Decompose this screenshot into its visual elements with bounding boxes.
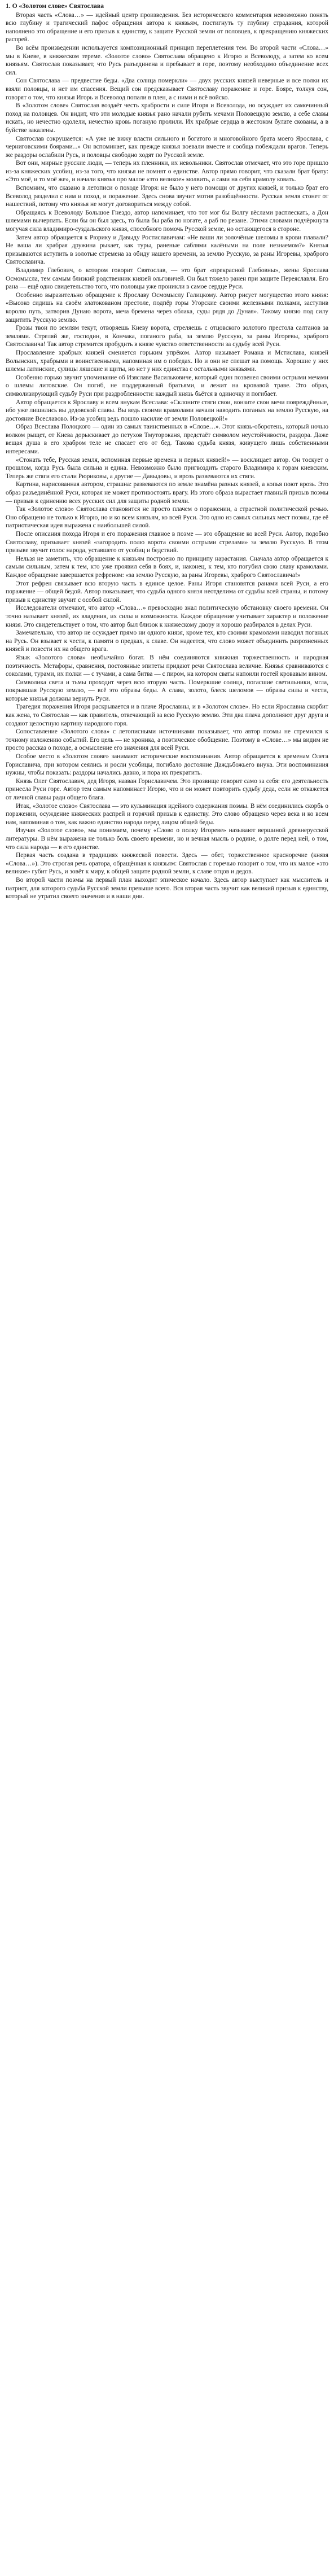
- paragraph: Замечательно, что автор не осуждает прямо ни одного князя, кроме тех, кто своими крамолами наводил поганых на Русь. Он взывает к чести, к памяти о предках, к славе. Он надеется, что слово может объединить разрозненных князей и повести их на общего врага.: [6, 629, 328, 653]
- paragraph: «Стонать тебе, Русская земля, вспоминая первые времена и первых князей!» — восклицает автор. Он тоскует о прошлом, когда Русь была сильна и едина. Невозможно было пригвоздить старого Владимира к горам киевским. Теперь же стяги его стали Рюриковы, а другие — Давыдовы, и врозь развеваются их стяги.: [6, 456, 328, 480]
- paragraph: Князь Олег Святославич, дед Игоря, назван Гориславичем. Это прозвище говорит само за себя: его деятельность принесла Руси горе. Автор тем самым напоминает Игорю, что и он может повторить судьбу деда, если не откажется от личной славы ради общего блага.: [6, 777, 328, 801]
- paragraph: Так «Золотое слово» Святослава становится не просто плачем о поражении, а страстной политической речью. Оно обращено не только к Игорю, но и ко всем князьям, ко всей Руси. Это одно из самых сильных мест поэмы, где её патриотическая идея выражена с наибольшей силой.: [6, 506, 328, 530]
- paragraph: Сопоставление «Золотого слова» с летописными источниками показывает, что автор поэмы не стремился к точному изложению событий. Его цель — не хроника, а поэтическое обобщение. Поэтому в «Слове…» мы видим не просто рассказ о походе, а осмысление его значения для всей Руси.: [6, 728, 328, 752]
- paragraph: Исследователи отмечают, что автор «Слова…» превосходно знал политическую обстановку своего времени. Он точно называет князей, их владения, их силы и возможности. Каждое обращение учитывает характер и положение князя. Это свидетельствует о том, что автор был близок к княжескому двору и хорошо разбирался в делах Руси.: [6, 605, 328, 628]
- paragraph: Первая часть создана в традициях княжеской повести. Здесь — обет, торжественное красноречие (князя «Слова…»). Это строгая речь оратора, обращённая к князьям: Святослав с горечью говорит о том, что их малое «это великое» губит Русь, и зовёт к миру, к общей защите родной земли, к славе отцов и дедов.: [6, 852, 328, 876]
- paragraph: Особенно горько звучит упоминание об Изяславе Васильковиче, который один позвенел своими острыми мечами о шлемы литовские. Он погиб, не поддержанный братьями, и лежит на кровавой траве. Это образ, символизирующий судьбу Руси при раздробленности: каждый князь бьётся в одиночку и погибает.: [6, 374, 328, 397]
- paragraph: Во второй части поэмы на первый план выходит эпическое начало. Здесь автор выступает как мыслитель и патриот, для которого судьба Русской земли превыше всего. Вся вторая часть звучит как великий призыв к единству, который не утратил своего значения и в наши дни.: [6, 876, 328, 900]
- paragraph: Вторая часть «Слова…» — идейный центр произведения. Без исторического комментария невозможно понять всю глубину и трагический пафос обращения автора к князьям, постигнуть ту глубину страдания, которой наполнено это обращение и его призыв к единству, к защите Русской земли от половцев, к прекращению княжеских распрей.: [6, 11, 328, 43]
- paragraph: Нельзя не заметить, что обращение к князьям построено по принципу нарастания. Сначала автор обращается к самым сильным, затем к тем, кто уже проявил себя в боях, и, наконец, к тем, кто погубил свою славу крамолами. Каждое обращение завершается рефреном: «за землю Русскую, за раны Игоревы, храброго Святославича!»: [6, 555, 328, 579]
- paragraph: Во всём произведении используется композиционный принцип переплетения тем. Во второй части «Слова…» мы в Киеве, в княжеском тереме. «Золотое слово» Святослава обращено к Игорю и Всеволоду, а затем ко всем князьям. Святослав показывает, что Русь разъединена и пребывает в горе, поэтому необходимо объединение всех сил.: [6, 44, 328, 76]
- paragraph: Итак, «Золотое слово» Святослава — это кульминация идейного содержания поэмы. В нём соединились скорбь о поражении, осуждение княжеских распрей и горячий призыв к единству. Это слово обращено через века и ко всем нам, напоминая о том, как важно единство народа перед лицом общей беды.: [6, 802, 328, 826]
- paragraph: Вспомним, что сказано в летописи о походе Игоря: не было у него помощи от других князей, и только брат его Всеволод разделил с ним и поход, и поражение. Здесь снова звучит мотив разобщённости. Русская земля стонет от нашествий, потому что князья не могут договориться между собой.: [6, 185, 328, 208]
- paragraph: Прославление храбрых князей сменяется горьким упрёком. Автор называет Романа и Мстислава, князей Волынских, храбрыми и воинственными, напоминая им о победах. Но и они не спешат на помощь. Хорошие у них шлемы латинские, сулицы ляшские и щиты, но нет у них единства с остальными князьями.: [6, 349, 328, 373]
- paragraph: Обращаясь к Всеволоду Большое Гнездо, автор напоминает, что тот мог бы Волгу вёслами расплескать, а Дон шлемами вычерпать. Если бы он был здесь, то была бы раба по ногате, а раб по резане. Этими словами подчёркнута могучая сила владимиро-суздальского князя, способного помочь Русской земле, но остающегося в стороне.: [6, 209, 328, 233]
- paragraph: Автор обращается к Ярославу и всем внукам Всеслава: «Склоните стяги свои, вонзите свои мечи повреждённые, ибо уже лишились вы дедовской славы. Вы ведь своими крамолами начали наводить поганых на землю Русскую, на достояние Всеславово. Из-за усобиц ведь пошло насилие от земли Половецкой!»: [6, 399, 328, 422]
- document-page: [0, 0, 334, 904]
- paragraph: Вот они, мирные русские люди, — теперь их пленники, их невольники. Святослав отмечает, что это горе пришло из-за княжеских усобиц, из-за того, что князья не помнят о единстве. Автор прямо говорит, что сказали брат брату: «Это моё, и то моё же», и начали князья про малое «это великое» молвить, а сами на себя крамолу ковать.: [6, 160, 328, 183]
- section-body: [6, 11, 328, 901]
- paragraph: Изучая «Золотое слово», мы понимаем, почему «Слово о полку Игореве» называют вершиной древнерусской литературы. В нём выражена не только боль своего времени, но и вечная мысль о родине, о долге перед ней, о том, что сила народа — в его единстве.: [6, 827, 328, 851]
- paragraph: Особенно выразительно обращение к Ярославу Осмомыслу Галицкому. Автор рисует могущество этого князя: «Высоко сидишь на своём златокованом престоле, подпёр горы Угорские своими железными полками, заступив королю путь, затворив Дунаю ворота, меча бремена через облака, суды рядя до Дуная». Такому князю под силу защитить Русскую землю.: [6, 291, 328, 323]
- paragraph: Трагедия поражения Игоря раскрывается и в плаче Ярославны, и в «Золотом слове». Но если Ярославна скорбит как жена, то Святослав — как правитель, отвечающий за всю Русскую землю. Эти два плача дополняют друг друга и создают целостную картину народного горя.: [6, 703, 328, 727]
- paragraph: Грозы твои по землям текут, отворяешь Киеву ворота, стреляешь с отцовского золотого престола салтанов за землями. Стреляй же, господин, в Кончака, поганого раба, за землю Русскую, за раны Игоревы, храброго Святославича! Так автор стремится пробудить в князе чувство ответственности за судьбу всей Руси.: [6, 325, 328, 348]
- paragraph: Язык «Золотого слова» необычайно богат. В нём соединяются книжная торжественность и народная поэтичность. Метафоры, сравнения, постоянные эпитеты придают речи Святослава величие. Князья сравниваются с соколами, турами, их полки — с тучами, а сама битва — с пиром, на котором сваты напоили гостей кровавым вином.: [6, 654, 328, 678]
- paragraph: Картина, нарисованная автором, страшна: развеваются по земле знамёна разных князей, а копья поют врозь. Это образ разъединённой Руси, которая не может противостоять врагу. Из этого образа вырастает главный призыв поэмы — призыв к единению всех русских сил для защиты родной земли.: [6, 481, 328, 505]
- paragraph: Святослав сокрушается: «А уже не вижу власти сильного и богатого и многовойного брата моего Ярослава, с черниговскими боярами...» Он вспоминает, как прежде князья воевали вместе и сообща побеждали врагов. Теперь же раздоры ослабили Русь, и половцы свободно ходят по Русской земле.: [6, 135, 328, 159]
- paragraph: Особое место в «Золотом слове» занимают исторические воспоминания. Автор обращается к временам Олега Гориславича, при котором сеялись и росли усобицы, погибало достояние Даждьбожьего внука. Эти воспоминания нужны, чтобы показать: раздоры начались давно, и пора их прекратить.: [6, 753, 328, 777]
- paragraph: Символика света и тьмы проходит через всю вторую часть. Померкшие солнца, погасшие светильники, мгла, покрывшая Русскую землю, — всё это образы беды. А слава, золото, блеск шеломов — образы силы и чести, которые князья должны вернуть Руси.: [6, 679, 328, 702]
- paragraph: В «Золотом слове» Святослав воздаёт честь храбрости и силе Игоря и Всеволода, но осуждает их самочинный поход на половцев. Он видит, что эти молодые князья рано начали рубить мечами Половецкую землю, а себе славы искать, но нечестно одолели, нечестно кровь поганую пролили. Их храбрые сердца в жестоком булате скованы, а в буйстве закалены.: [6, 102, 328, 134]
- paragraph: Затем автор обращается к Рюрику и Давыду Ростиславичам: «Не ваши ли золочёные шеломы в крови плавали? Не ваша ли храбрая дружина рыкает, как туры, раненые саблями калёными на поле незнаемом?» Князья призываются вступить в золотые стремена за обиду нашего времени, за землю Русскую, за раны Игоревы, храброго Святославича.: [6, 234, 328, 266]
- paragraph: Образ Всеслава Полоцкого — один из самых таинственных в «Слове…». Этот князь-оборотень, который ночью волком рыщет, от Киева дорыскивает до петухов Тмутороканя, предстаёт символом неустойчивости, раздора. Даже вещая душа в его храбром теле не спасает его от бед. Такова судьба князя, живущего лишь собственными интересами.: [6, 423, 328, 456]
- paragraph: Этот рефрен связывает всю вторую часть в единое целое. Раны Игоря становятся ранами всей Руси, а его поражение — общей бедой. Автор показывает, что судьба одного князя неотделима от судьбы всей страны, и потому призыв к единству звучит с особой силой.: [6, 580, 328, 603]
- paragraph: После описания похода Игоря и его поражения главное в поэме — это обращение ко всей Руси. Автор, подобно Святославу, призывает князей «загородить полю ворота своими острыми стрелами» за землю Русскую. В этом призыве звучит голос народа, уставшего от усобиц и бедствий.: [6, 531, 328, 554]
- paragraph: Сон Святослава — предвестие беды. «Два солнца померкли» — двух русских князей неверные и все полки их взяли половцы, и нет им спасения. Вещий сон предсказывает Святославу поражение и горе. Бояре, толкуя сон, говорят о том, что князья Игорь и Всеволод попали в плен, а с ними и всё войско.: [6, 77, 328, 101]
- paragraph: Владимир Глебович, о котором говорит Святослав, — это брат «прекрасной Глебовны», жены Ярослава Осмомысла, тем самым близкий родственник князей ольговичей. Он был тяжело ранен при защите Переяславля. Его рана — ещё одно свидетельство того, что половцы уже проникли в самое сердце Руси.: [6, 267, 328, 291]
- section-title: 1. О «Золотом слове» Святослава: [6, 2, 104, 10]
